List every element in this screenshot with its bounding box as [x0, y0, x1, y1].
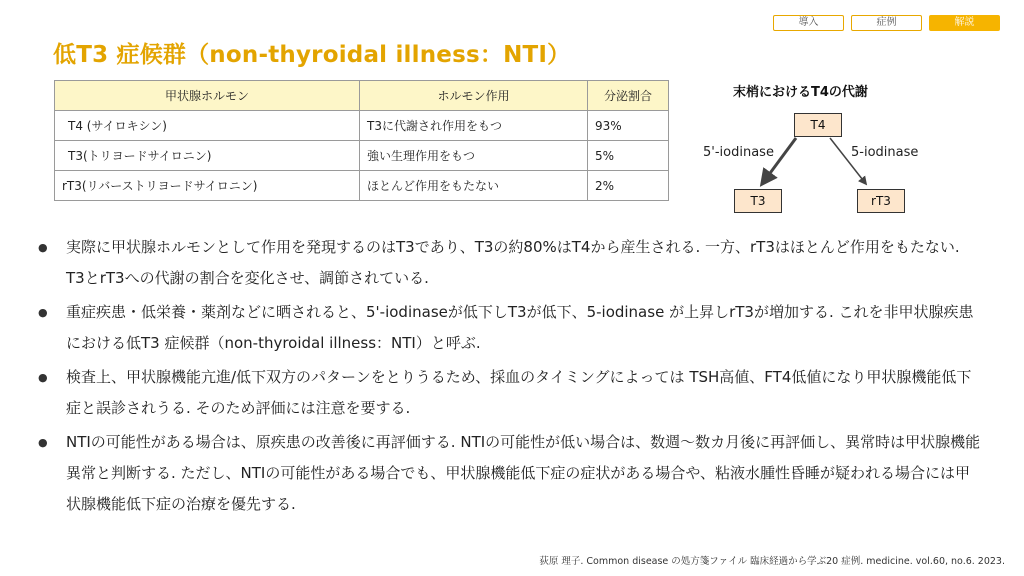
diagram-title: 末梢におけるT4の代謝: [733, 85, 868, 100]
table-cell: T3に代謝され作用をもつ: [360, 111, 588, 141]
page-title: 低T3 症候群（non-thyroidal illness：NTI）: [53, 42, 571, 68]
table-cell: T3(トリヨードサイロニン): [55, 141, 360, 171]
table-header-row: [55, 81, 669, 111]
table-cell: 93%: [588, 111, 669, 141]
table-cell: 強い生理作用をもつ: [360, 141, 588, 171]
table-row: [55, 171, 669, 201]
list-item: ● 検査上、甲状腺機能亢進/低下双方のパターンをとりうるため、採血のタイミングによっては TSH高値、FT4低値になり甲状腺機能低下症と誤診されうる. そのため評価には注意を要する.: [36, 362, 981, 424]
table-cell: 2%: [588, 171, 669, 201]
tab-case[interactable]: 症例: [851, 15, 922, 31]
explanation-list: [36, 232, 981, 523]
hormone-table: [54, 80, 669, 201]
table-cell: T4 (サイロキシン): [55, 111, 360, 141]
list-item: ● 実際に甲状腺ホルモンとして作用を発現するのはT3であり、T3の約80%はT4から産生される. 一方、rT3はほとんど作用をもたない. T3とrT3への代謝の割合を変化させ、調節されている.: [36, 232, 981, 294]
table-cell: 5%: [588, 141, 669, 171]
t3-node: T3: [734, 189, 782, 213]
tab-explanation[interactable]: 解説: [929, 15, 1000, 31]
enzyme-label-5: 5-iodinase: [851, 145, 919, 160]
header-ratio: 分泌割合: [588, 81, 669, 111]
table-row: [55, 141, 669, 171]
table-cell: ほとんど作用をもたない: [360, 171, 588, 201]
table-cell: rT3(リバーストリヨードサイロニン): [55, 171, 360, 201]
header-hormone: 甲状腺ホルモン: [55, 81, 360, 111]
table-row: [55, 111, 669, 141]
citation: 荻原 理子. Common disease の処方箋ファイル 臨床経過から学ぶ20 症例. medicine. vol.60, no.6. 2023.: [539, 556, 1005, 567]
enzyme-label-5prime: 5'-iodinase: [703, 145, 774, 160]
list-item: ● NTIの可能性がある場合は、原疾患の改善後に再評価する. NTIの可能性が低い場合は、数週～数カ月後に再評価し、異常時は甲状腺機能異常と判断する. ただし、NTIの可能性がある場合でも、甲状腺機能低下症の症状がある場合や、粘液水腫性昏睡が疑われる場合には甲状腺機能低下症の治療を優先する.: [36, 427, 981, 520]
header-action: ホルモン作用: [360, 81, 588, 111]
list-item: ● 重症疾患・低栄養・薬剤などに晒されると、5'-iodinaseが低下しT3が低下、5-iodinase が上昇しrT3が増加する. これを非甲状腺疾患における低T3 症候群（non-thyroidal illness：NTI）と呼ぶ.: [36, 297, 981, 359]
t4-node: T4: [794, 113, 842, 137]
rt3-node: rT3: [857, 189, 905, 213]
nav-tabs: [773, 15, 1000, 31]
tab-intro[interactable]: 導入: [773, 15, 844, 31]
